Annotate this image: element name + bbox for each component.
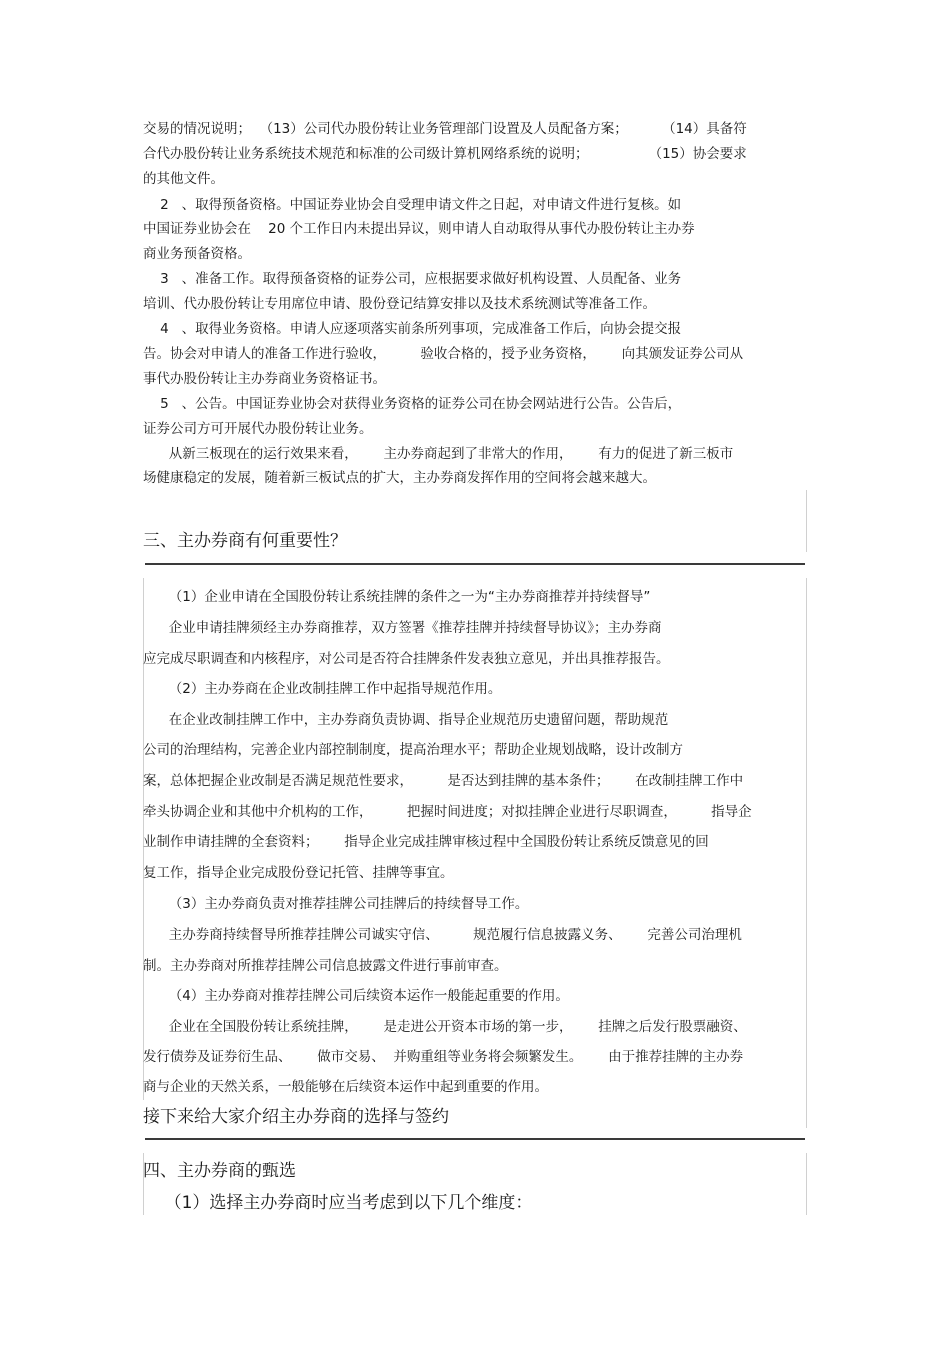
text-line: 商业务预备资格。 bbox=[143, 246, 251, 262]
text-line: 合代办股份转让业务系统技术规范和标准的公司级计算机网络系统的说明； （15）协会要求 bbox=[143, 146, 747, 162]
text-line: 4 、取得业务资格。申请人应逐项落实前条所列事项，完成准备工作后，向协会提交报 bbox=[143, 321, 682, 337]
box-border bbox=[806, 490, 807, 552]
section-heading-3: 三、主办券商有何重要性？ bbox=[143, 531, 347, 551]
text-line: 牵头协调企业和其他中介机构的工作， 把握时间进度；对拟挂牌企业进行尽职调查， 指导企 bbox=[143, 804, 752, 820]
intro-line: 接下来给大家介绍主办券商的选择与签约 bbox=[143, 1107, 449, 1127]
text-line: （3）主办券商负责对推荐挂牌公司挂牌后的持续督导工作。 bbox=[143, 896, 529, 912]
text-line: 企业在全国股份转让系统挂牌， 是走进公开资本市场的第一步， 挂牌之后发行股票融资、 bbox=[143, 1019, 747, 1035]
text-line: 应完成尽职调查和内核程序，对公司是否符合挂牌条件发表独立意见，并出具推荐报告。 bbox=[143, 651, 670, 667]
text-line: 企业申请挂牌须经主办券商推荐，双方签署《推荐挂牌并持续督导协议》；主办券商 bbox=[143, 620, 662, 636]
text-line: 从新三板现在的运行效果来看， 主办券商起到了非常大的作用， 有力的促进了新三板市 bbox=[143, 446, 734, 462]
text-line: （2）主办券商在企业改制挂牌工作中起指导规范作用。 bbox=[143, 681, 502, 697]
section-divider bbox=[145, 563, 805, 565]
subheading-1: （1）选择主办券商时应当考虑到以下几个维度： bbox=[143, 1193, 533, 1213]
text-line: 5 、公告。中国证券业协会对获得业务资格的证券公司在协会网站进行公告。公告后， bbox=[143, 396, 682, 412]
box-border bbox=[806, 578, 807, 1128]
text-line: 在企业改制挂牌工作中，主办券商负责协调、指导企业规范历史遗留问题，帮助规范 bbox=[143, 712, 669, 728]
section-divider bbox=[145, 1138, 805, 1140]
text-line: 事代办股份转让主办券商业务资格证书。 bbox=[143, 371, 386, 387]
text-line: 的其他文件。 bbox=[143, 171, 224, 187]
text-line: 主办券商持续督导所推荐挂牌公司诚实守信、 规范履行信息披露义务、 完善公司治理机 bbox=[143, 927, 742, 943]
text-line: （1）企业申请在全国股份转让系统挂牌的条件之一为“主办券商推荐并持续督导” bbox=[143, 589, 651, 605]
text-line: 制。主办券商对所推荐挂牌公司信息披露文件进行事前审查。 bbox=[143, 958, 508, 974]
text-line: 3 、准备工作。取得预备资格的证券公司，应根据要求做好机构设置、人员配备、业务 bbox=[143, 271, 682, 287]
text-line: 公司的治理结构，完善企业内部控制制度，提高治理水平；帮助企业规划战略，设计改制方 bbox=[143, 742, 683, 758]
text-line: 发行债券及证券衍生品、 做市交易、 并购重组等业务将会频繁发生。 由于推荐挂牌的主办券 bbox=[143, 1049, 744, 1065]
text-line: 中国证券业协会在 20 个工作日内未提出异议，则申请人自动取得从事代办股份转让主办券 bbox=[143, 221, 695, 237]
text-line: 复工作，指导企业完成股份登记托管、挂牌等事宜。 bbox=[143, 865, 454, 881]
text-line: 证券公司方可开展代办股份转让业务。 bbox=[143, 421, 373, 437]
text-line: 交易的情况说明； （13）公司代办股份转让业务管理部门设置及人员配备方案； （14）具备符 bbox=[143, 121, 747, 137]
section-heading-4: 四、主办券商的甄选 bbox=[143, 1161, 296, 1181]
text-line: 业制作申请挂牌的全套资料； 指导企业完成挂牌审核过程中全国股份转让系统反馈意见的回 bbox=[143, 834, 709, 850]
text-line: 场健康稳定的发展，随着新三板试点的扩大，主办券商发挥作用的空间将会越来越大。 bbox=[143, 470, 656, 486]
text-line: 培训、代办股份转让专用席位申请、股份登记结算安排以及技术系统测试等准备工作。 bbox=[143, 296, 656, 312]
box-border bbox=[806, 1153, 807, 1215]
text-line: 商与企业的天然关系，一般能够在后续资本运作中起到重要的作用。 bbox=[143, 1079, 548, 1095]
text-line: 告。协会对申请人的准备工作进行验收， 验收合格的，授予业务资格， 向其颁发证券公司从 bbox=[143, 346, 744, 362]
text-line: （4）主办券商对推荐挂牌公司后续资本运作一般能起重要的作用。 bbox=[143, 988, 569, 1004]
text-line: 2 、取得预备资格。中国证券业协会自受理申请文件之日起，对申请文件进行复核。如 bbox=[143, 197, 682, 213]
text-line: 案，总体把握企业改制是否满足规范性要求， 是否达到挂牌的基本条件； 在改制挂牌工作中 bbox=[143, 773, 744, 789]
